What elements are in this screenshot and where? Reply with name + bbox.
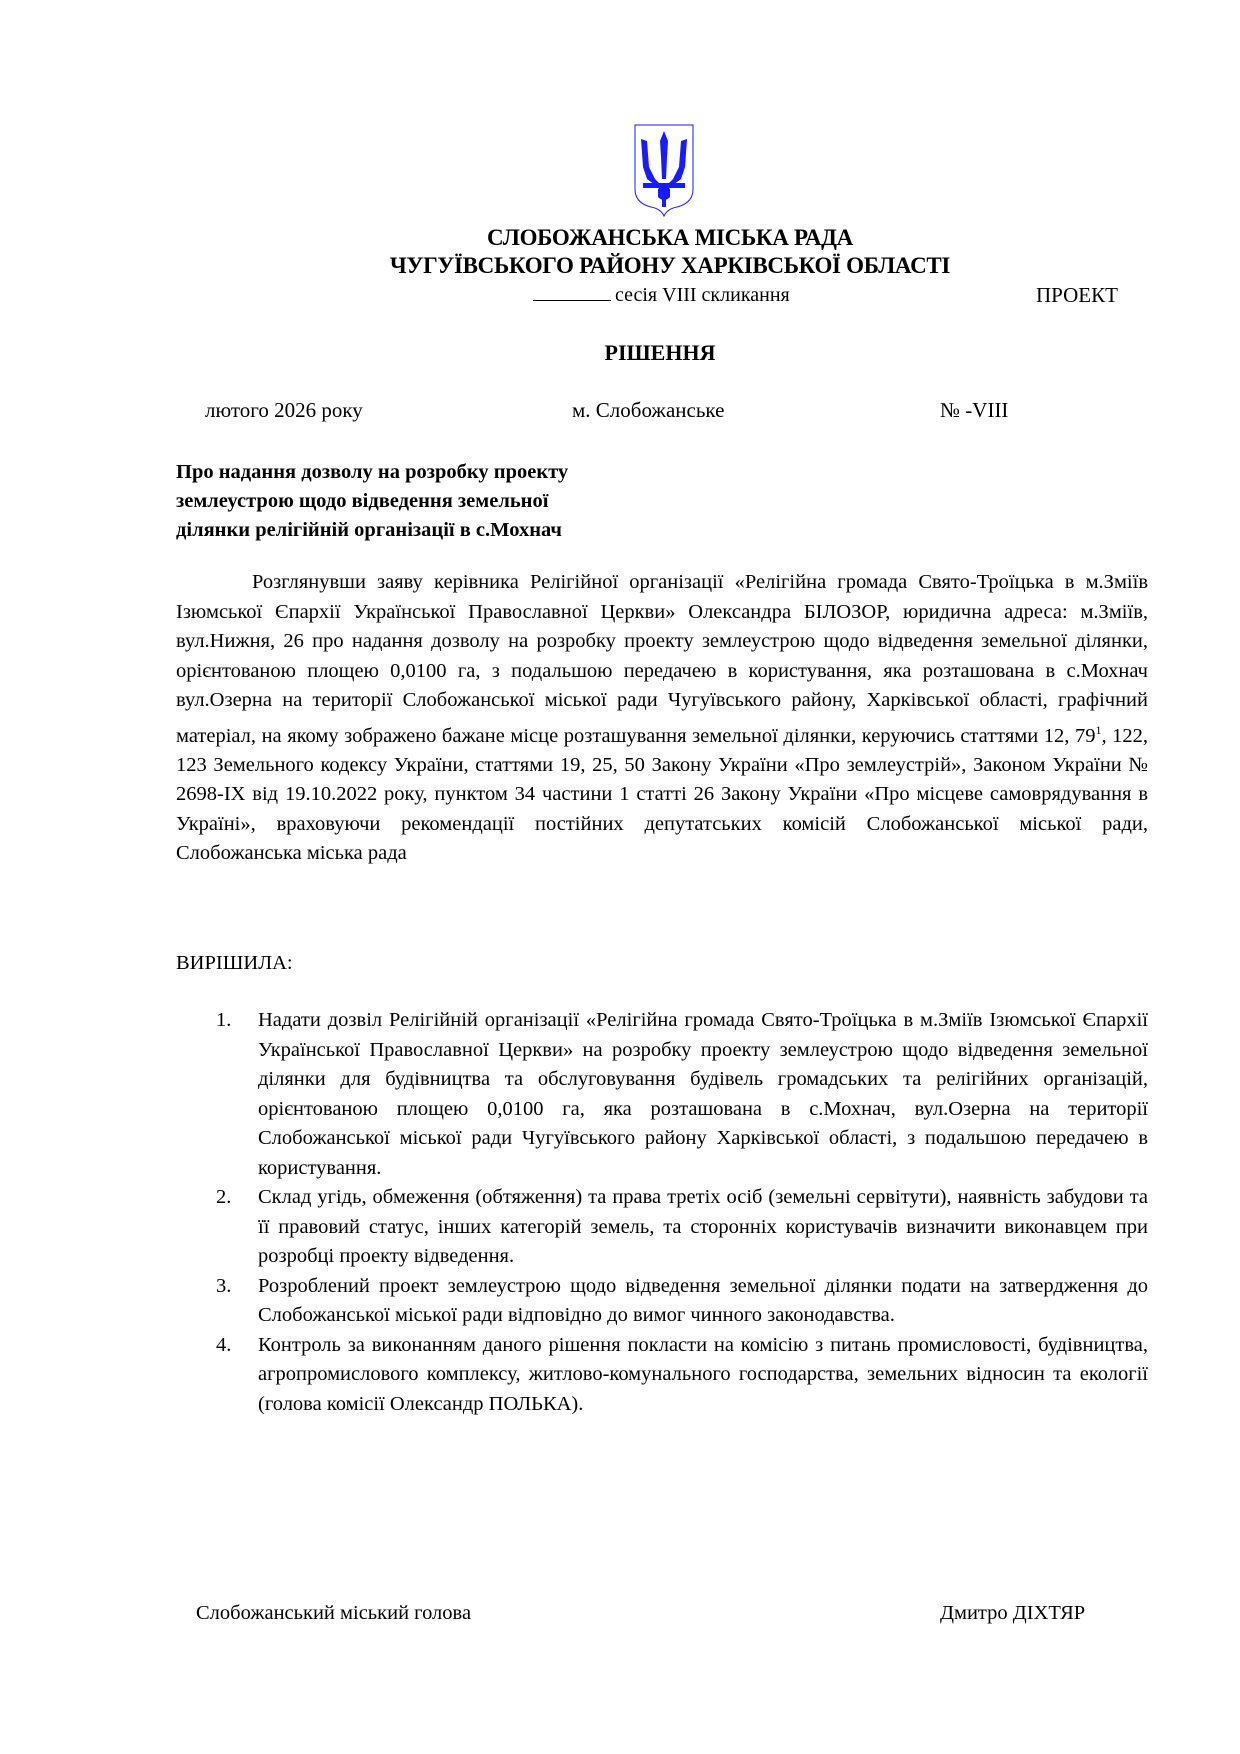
item-text: Надати дозвіл Релігійній організації «Релігійна громада Свято-Троїцька в м.Зміїв Ізюмської Єпархії Української Православної Церкви» на розробку проекту землеустрою щодо відведення земельної ділянки для будівництва та обслуговування будівель громадських та релігійних організацій, орієнтованою площею 0,0100 га, яка розташована в с.Мохнач, вул.Озерна на території Слобожанської міської ради Чугуївського району Харківської області, з подальшою передачею в користування. bbox=[258, 1009, 1148, 1179]
signatory-title: Слобожанський міський голова bbox=[196, 1602, 472, 1624]
item-number: 3. bbox=[216, 1274, 232, 1297]
resolved-heading: ВИРІШИЛА: bbox=[176, 952, 293, 974]
preamble-paragraph bbox=[176, 568, 1148, 869]
session-line bbox=[533, 284, 790, 307]
subject-line: землеустрою щодо відведення земельної bbox=[176, 490, 549, 512]
item-number: 4. bbox=[216, 1333, 232, 1356]
decision-items-list bbox=[176, 1006, 1148, 1419]
article-superscript: 1 bbox=[1095, 722, 1102, 737]
preamble-text-part1: Розглянувши заяву керівника Релігійної організації «Релігійна громада Свято-Троїцька в м.Зміїв Ізюмської Єпархії Української Православної Церкви» Олександра БІЛОЗОР, юридична адреса: м.Зміїв, вул.Нижня, 26 про надання дозволу на розробку проекту землеустрою щодо відведення земельної ділянки, орієнтованою площею 0,0100 га, з подальшою передачею в користування, яка розташована в с.Мохнач вул.Озерна на території Слобожанської міської ради Чугуївського району, Харківської області, графічний матеріал, на якому зображено бажане місце розташування земельної ділянки, керуючись статтями 12, 79 bbox=[176, 571, 1148, 747]
item-number: 1. bbox=[216, 1009, 232, 1031]
item-number: 2. bbox=[216, 1186, 232, 1208]
document-type-title: РІШЕННЯ bbox=[604, 340, 716, 365]
decision-item bbox=[176, 1272, 1148, 1331]
organization-region: ЧУГУЇВСЬКОГО РАЙОНУ ХАРКІВСЬКОЇ ОБЛАСТІ bbox=[389, 253, 951, 278]
decision-date: лютого 2026 року bbox=[205, 398, 363, 422]
preamble-text-part2: , 122, 123 Земельного кодексу України, статтями 19, 25, 50 Закону України «Про землеустрій», Законом України № 2698-IX від 19.10.2022 року, пунктом 34 частини 1 статті 26 Закону України «Про місцеве самоврядування в Україні», враховуючи рекомендації постійних депутатських комісій Слобожанської міської ради, Слобожанська міська рада bbox=[176, 724, 1148, 865]
decision-place: м. Слобожанське bbox=[572, 398, 725, 422]
session-number-blank bbox=[533, 284, 611, 301]
subject-line: ділянки релігійній організації в с.Мохнач bbox=[176, 519, 562, 541]
decision-item bbox=[176, 1006, 1148, 1183]
item-text: Контроль за виконанням даного рішення покласти на комісію з питань промисловості, будівництва, агропромислового комплексу, житлово-комунального господарства, земельних відносин та екології (голова комісії Олександр ПОЛЬКА). bbox=[258, 1333, 1148, 1415]
decision-number: № -VIII bbox=[940, 398, 1009, 422]
ukraine-coat-of-arms-icon bbox=[633, 123, 695, 218]
project-label: ПРОЕКТ bbox=[1036, 283, 1118, 307]
decision-item bbox=[176, 1183, 1148, 1272]
decision-item bbox=[176, 1331, 1148, 1420]
subject-line: Про надання дозволу на розробку проекту bbox=[176, 461, 569, 483]
decision-subject bbox=[176, 458, 568, 545]
signatory-name: Дмитро ДІХТЯР bbox=[940, 1602, 1086, 1624]
organization-name: СЛОБОЖАНСЬКА МІСЬКА РАДА bbox=[487, 225, 853, 250]
item-text: Склад угідь, обмеження (обтяження) та права третіх осіб (земельні сервітути), наявність забудови та її правовий статус, інших категорій земель, та сторонніх користувачів визначити виконавцем при розробці проекту відведення. bbox=[258, 1186, 1148, 1267]
item-text: Розроблений проект землеустрою щодо відведення земельної ділянки подати на затвердження до Слобожанської міської ради відповідно до вимог чинного законодавства. bbox=[258, 1274, 1148, 1326]
session-label: сесія VIII скликання bbox=[615, 284, 790, 306]
